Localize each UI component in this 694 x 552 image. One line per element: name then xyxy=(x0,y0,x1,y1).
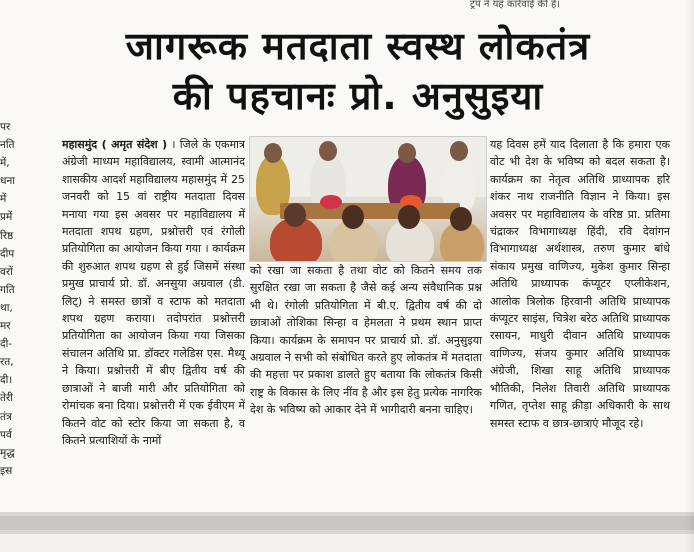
article-column-2: को रखा जा सकता है तथा वोट को कितने समय तक सुरक्षित रखा जा सकता है जैसे कई अन्य संवैधानिक प्रश्न भी थे। रंगोली प्रतियोगिता में बी.ए. द्वितीय वर्ष की दो छात्राओं तोशिका सिन्हा व हेमलता ने प्रथम स्थान प्राप्त किया। कार्यक्रम के समापन पर प्राचार्य प्रो. डॉ. अनुसुइया अग्रवाल ने सभी को संबोधित करते हुए लोकतंत्र में मतदाता की महत्ता पर प्रकाश डालते हुए बताया कि लोकतंत्र किसी राष्ट्र के विकास के लिए नींव है और इस हेतु प्रत्येक नागरिक देश के भविष्य को आकार देने में भागीदारी बनना चाहिए। xyxy=(250,264,482,417)
person-head xyxy=(284,203,306,227)
left-fragment-0: पर xyxy=(0,121,11,133)
left-fragment-8: वरों xyxy=(0,265,13,278)
headline-line-1: जागरूक मतदाता स्वस्थ लोकतंत्र xyxy=(125,24,591,68)
left-fragment-1: नति xyxy=(0,139,15,152)
left-fragment-13: रत, xyxy=(0,356,14,369)
left-fragment-5: प्रमें xyxy=(0,211,13,224)
article-column-1 xyxy=(62,136,245,449)
article-column-3: यह दिवस हमें याद दिलाता है कि हमारा एक वोट भी देश के भविष्य को बदल सकता है। कार्यक्रम का नेतृत्व अतिथि प्राध्यापक हरि शंकर नाथ राजनीति विज्ञान ने किया। इस अवसर पर महाविद्यालय के वरिष्ठ प्रा. प्रतिमा चंद्राकर विभागाध्यक्ष हिंदी, रवि देवांगन विभागाध्यक्ष अर्थशास्त्र, तरुण कुमार बांधे संकाय प्रमुख वाणिज्य, मुकेश कुमार सिन्हा अतिथि प्राध्यापक कंप्यूटर एप्लीकेशन, आलोक त्रिलोक हिरवानी अतिथि प्राध्यापक कंप्यूटर साइंस, चित्रेश बरेठ अतिथि प्राध्यापक रसायन, माधुरी दीवान अतिथि प्राध्यापक वाणिज्य, संजय कुमार अतिथि प्राध्यापक अंग्रेजी, शिखा साहू अतिथि प्राध्यापक भौतिकी, निलेश तिवारी अतिथि प्राध्यापक गणित, तृप्तेश साहू क्रीड़ा अधिकारी के साथ समस्त स्टाफ व छात्र-छात्राएं मौजूद रहे। xyxy=(490,138,670,430)
flower-bouquet xyxy=(320,195,342,209)
left-fragment-4: में xyxy=(0,193,7,206)
cut-off-previous-article: ट्रंप ने यह कार्रवाई की है। xyxy=(470,0,561,10)
left-fragment-11: मर xyxy=(0,320,11,333)
page-bottom-shadow xyxy=(0,516,694,530)
person-head xyxy=(450,207,472,231)
left-fragment-18: मृद्ध xyxy=(0,446,15,459)
left-fragment-6: रिष्ठ xyxy=(0,229,14,242)
person-head xyxy=(450,141,468,161)
dateline: महासमुंद ( अमृत संदेश ) xyxy=(62,138,168,151)
left-fragment-9: गति xyxy=(0,283,15,296)
person-head xyxy=(264,143,282,163)
event-photo xyxy=(249,136,487,262)
page-fold-shadow xyxy=(684,0,694,552)
left-fragment-10: था, xyxy=(0,301,13,314)
person-head xyxy=(398,143,416,163)
person-head xyxy=(319,141,337,161)
person-head xyxy=(342,205,364,229)
left-fragment-7: दीप xyxy=(0,247,15,260)
page-bottom-edge xyxy=(0,512,694,534)
left-fragment-14: दी। xyxy=(0,374,13,387)
left-fragment-16: तंत्र xyxy=(0,410,12,423)
left-fragment-2: में, xyxy=(0,157,10,170)
article-headline xyxy=(28,22,688,122)
left-fragment-17: पर्व xyxy=(0,428,12,441)
photo-table xyxy=(280,203,460,219)
left-fragment-19: इस xyxy=(0,464,13,477)
headline-line-2: की पहचानः प्रो. अनुसुइया xyxy=(172,74,544,118)
person-head xyxy=(398,205,420,229)
left-fragment-3: धना xyxy=(0,175,16,188)
cut-off-left-column xyxy=(0,118,20,480)
left-fragment-12: दी- xyxy=(0,338,13,351)
left-fragment-15: तेरी xyxy=(0,392,13,405)
column-1-text: । जिले के एकमात्र अंग्रेजी माध्यम महाविद्यालय, स्वामी आत्मानंद शासकीय आदर्श महाविद्यालय महासमुंद में 25 जनवरी को 15 वां राष्ट्रीय मतदाता दिवस मनाया गया इस अवसर पर महाविद्यालय में मतदाता शपथ ग्रहण, प्रश्नोत्तरी एवं रंगोली प्रतियोगिता का आयोजन किया गया । कार्यक्रम की शुरुआत शपथ ग्रहण से हुई जिसमें संस्था प्रमुख प्राचार्य प्रो. डॉ. अनसुया अग्रवाल (डी. लिट्) ने समस्त छात्रों व स्टाफ को मतदाता शपथ ग्रहण कराया। तदोपरांत प्रश्नोत्तरी प्रतियोगिता का आयोजन किया गया जिसका संचालन अतिथि प्रा. डॉक्टर गलेडिस एस. मैथ्यू ने किया। प्रश्नोत्तरी में बीए द्वितीय वर्ष की छात्राओं ने बाजी मारी और प्रतियोगिता को रोमांचक बना दिया। प्रश्नोत्तरी में एक ईवीएम में कितने वोट को स्टोर किया जा सकता है, व कितने प्रत्याशियों के नामों xyxy=(62,138,245,447)
